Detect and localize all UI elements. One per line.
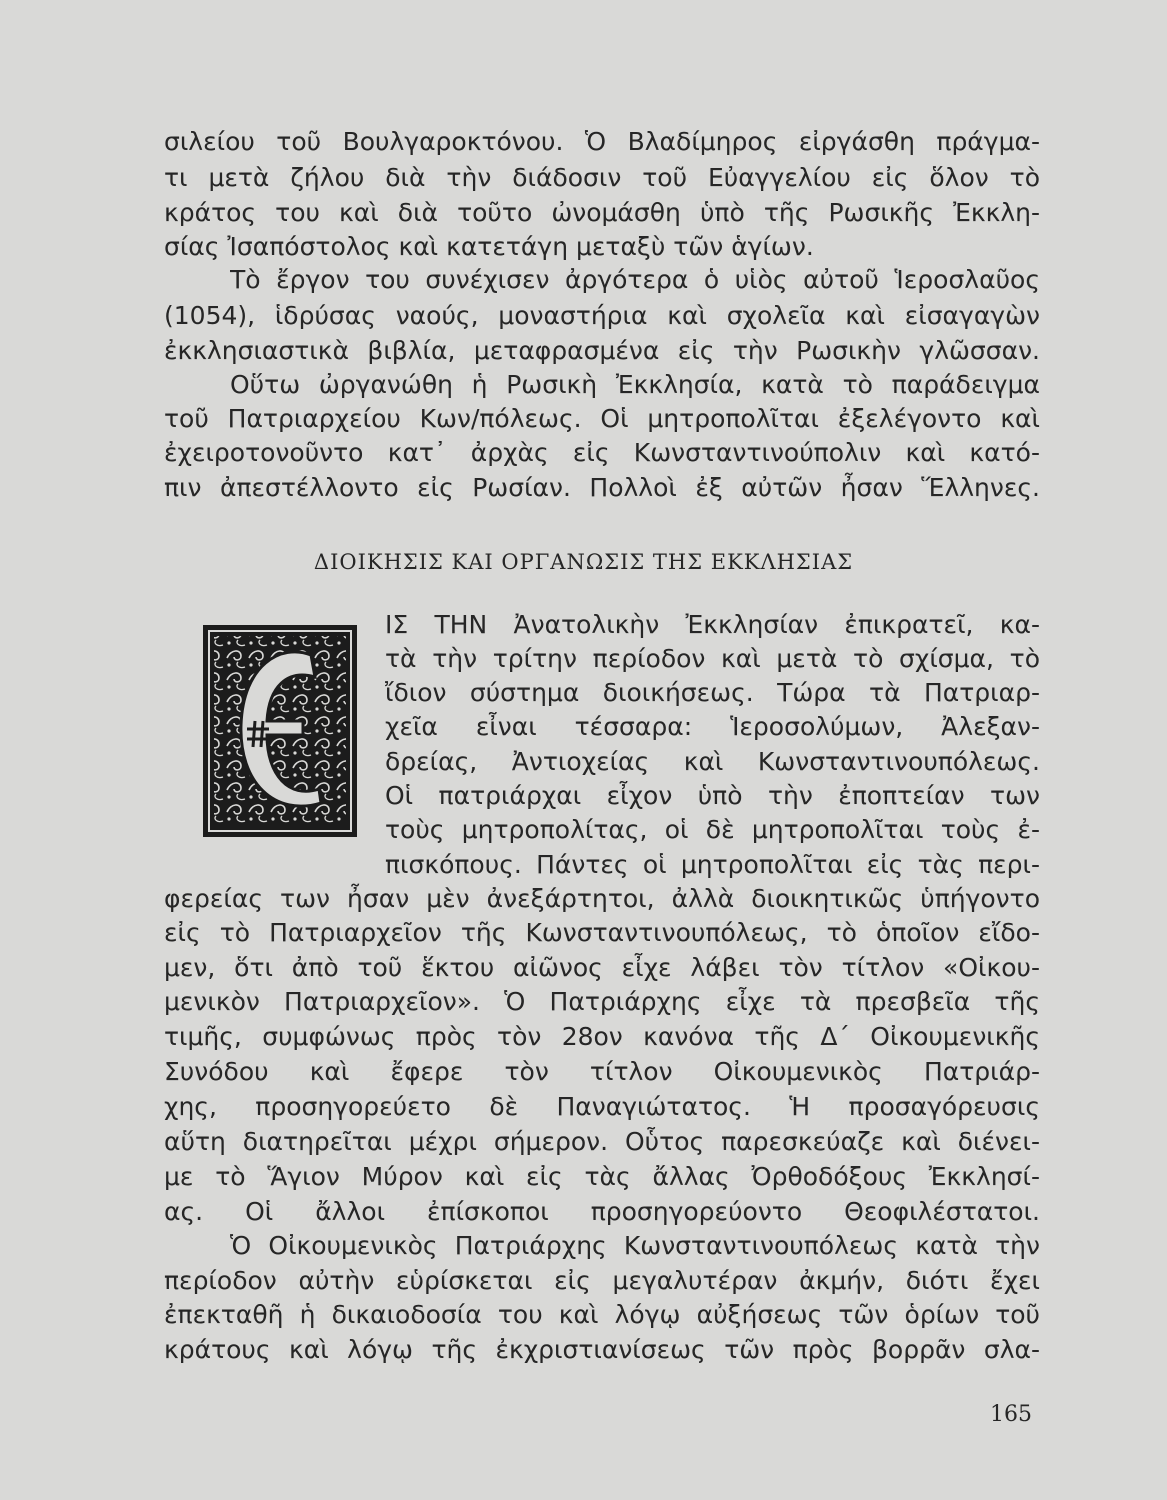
- text-line: εἰς τὸ Πατριαρχεῖον τῆς Κωνσταντινουπόλεως, τὸ ὁποῖον εἴδο-: [164, 918, 1040, 947]
- section-heading: ΔΙΟΙΚΗΣΙΣ ΚΑΙ ΟΡΓΑΝΩΣΙΣ ΤΗΣ ΕΚΚΛΗΣΙΑΣ: [313, 550, 854, 574]
- text-line: με τὸ Ἅγιον Μύρον καὶ εἰς τὰς ἄλλας Ὀρθοδόξους Ἐκκλησί-: [164, 1162, 1040, 1191]
- text-line: Τὸ ἔργον του συνέχισεν ἀργότερα ὁ υἱὸς αὐτοῦ Ἱεροσλαῦος: [230, 265, 1040, 294]
- text-line: (1054), ἱδρύσας ναούς, μοναστήρια καὶ σχολεῖα καὶ εἰσαγαγὼν: [164, 301, 1040, 330]
- text-line: περίοδον αὐτὴν εὑρίσκεται εἰς μεγαλυτέραν ἀκμήν, διότι ἔχει: [164, 1266, 1040, 1295]
- text-line: Οὕτω ὠργανώθη ἡ Ρωσικὴ Ἐκκλησία, κατὰ τὸ παράδειγμα: [230, 370, 1040, 399]
- text-line: ἴδιον σύστημα διοικήσεως. Τώρα τὰ Πατριαρ-: [385, 678, 1040, 707]
- text-line: Οἱ πατριάρχαι εἶχον ὑπὸ τὴν ἐποπτείαν των: [385, 781, 1040, 810]
- text-line: χεῖα εἶναι τέσσαρα: Ἱεροσολύμων, Ἀλεξαν-: [385, 712, 1040, 741]
- text-line: ΙΣ ΤΗΝ Ἀνατολικὴν Ἐκκλησίαν ἐπικρατεῖ, κα-: [385, 610, 1040, 639]
- text-line: μενικὸν Πατριαρχεῖον». Ὁ Πατριάρχης εἶχε τὰ πρεσβεῖα τῆς: [164, 987, 1040, 1016]
- text-line: κράτος του καὶ διὰ τοῦτο ὠνομάσθη ὑπὸ τῆς Ρωσικῆς Ἐκκλη-: [164, 198, 1040, 227]
- text-line: μεν, ὅτι ἀπὸ τοῦ ἕκτου αἰῶνος εἶχε λάβει τὸν τίτλον «Οἰκου-: [164, 953, 1040, 982]
- text-line: ἐκκλησιαστικὰ βιβλία, μεταφρασμένα εἰς τὴν Ρωσικὴν γλῶσσαν.: [164, 336, 1040, 365]
- text-line: ἐπεκταθῆ ἡ δικαιοδοσία του καὶ λόγῳ αὐξήσεως τῶν ὁρίων τοῦ: [164, 1300, 1040, 1329]
- text-line: ἐχειροτονοῦντο κατ᾽ ἀρχὰς εἰς Κωνσταντινούπολιν καὶ κατό-: [164, 438, 1040, 467]
- text-line: ας. Οἱ ἄλλοι ἐπίσκοποι προσηγορεύοντο Θεοφιλέστατοι.: [164, 1197, 1040, 1226]
- text-line: Ὁ Οἰκουμενικὸς Πατριάρχης Κωνσταντινουπόλεως κατὰ τὴν: [230, 1231, 1040, 1260]
- text-line: πιν ἀπεστέλλοντο εἰς Ρωσίαν. Πολλοὶ ἐξ αὐτῶν ἦσαν Ἕλληνες.: [164, 473, 1040, 502]
- text-line: πισκόπους. Πάντες οἱ μητροπολῖται εἰς τὰς περι-: [385, 850, 1040, 879]
- text-line: Συνόδου καὶ ἔφερε τὸν τίτλον Οἰκουμενικὸς Πατριάρ-: [164, 1057, 1040, 1086]
- page-number: 165: [990, 1402, 1032, 1427]
- text-line: δρείας, Ἀντιοχείας καὶ Κωνσταντινουπόλεως.: [385, 747, 1040, 776]
- dropcap-ornament: [203, 625, 357, 837]
- text-line: κράτους καὶ λόγῳ τῆς ἐκχριστιανίσεως τῶν πρὸς βορρᾶν σλα-: [164, 1335, 1040, 1364]
- text-line: τοὺς μητροπολίτας, οἱ δὲ μητροπολῖται τοὺς ἐ-: [385, 815, 1040, 844]
- text-line: σίας Ἰσαπόστολος καὶ κατετάγη μεταξὺ τῶν ἁγίων.: [164, 232, 814, 261]
- text-line: τιμῆς, συμφώνως πρὸς τὸν 28ον κανόνα τῆς Δ΄ Οἰκουμενικῆς: [164, 1022, 1040, 1051]
- text-line: σιλείου τοῦ Βουλγαροκτόνου. Ὁ Βλαδίμηρος εἰργάσθη πράγμα-: [164, 127, 1040, 156]
- text-line: φερείας των ἦσαν μὲν ἀνεξάρτητοι, ἀλλὰ διοικητικῶς ὑπήγοντο: [164, 884, 1040, 913]
- text-line: τοῦ Πατριαρχείου Κων/πόλεως. Οἱ μητροπολῖται ἐξελέγοντο καὶ: [164, 404, 1040, 433]
- text-line: τὰ τὴν τρίτην περίοδον καὶ μετὰ τὸ σχίσμα, τὸ: [385, 644, 1040, 673]
- text-line: χης, προσηγορεύετο δὲ Παναγιώτατος. Ἡ προσαγόρευσις: [164, 1092, 1040, 1121]
- text-line: αὕτη διατηρεῖται μέχρι σήμερον. Οὗτος παρεσκεύαζε καὶ διένει-: [164, 1127, 1040, 1156]
- text-line: τι μετὰ ζήλου διὰ τὴν διάδοσιν τοῦ Εὐαγγελίου εἰς ὅλον τὸ: [164, 163, 1040, 192]
